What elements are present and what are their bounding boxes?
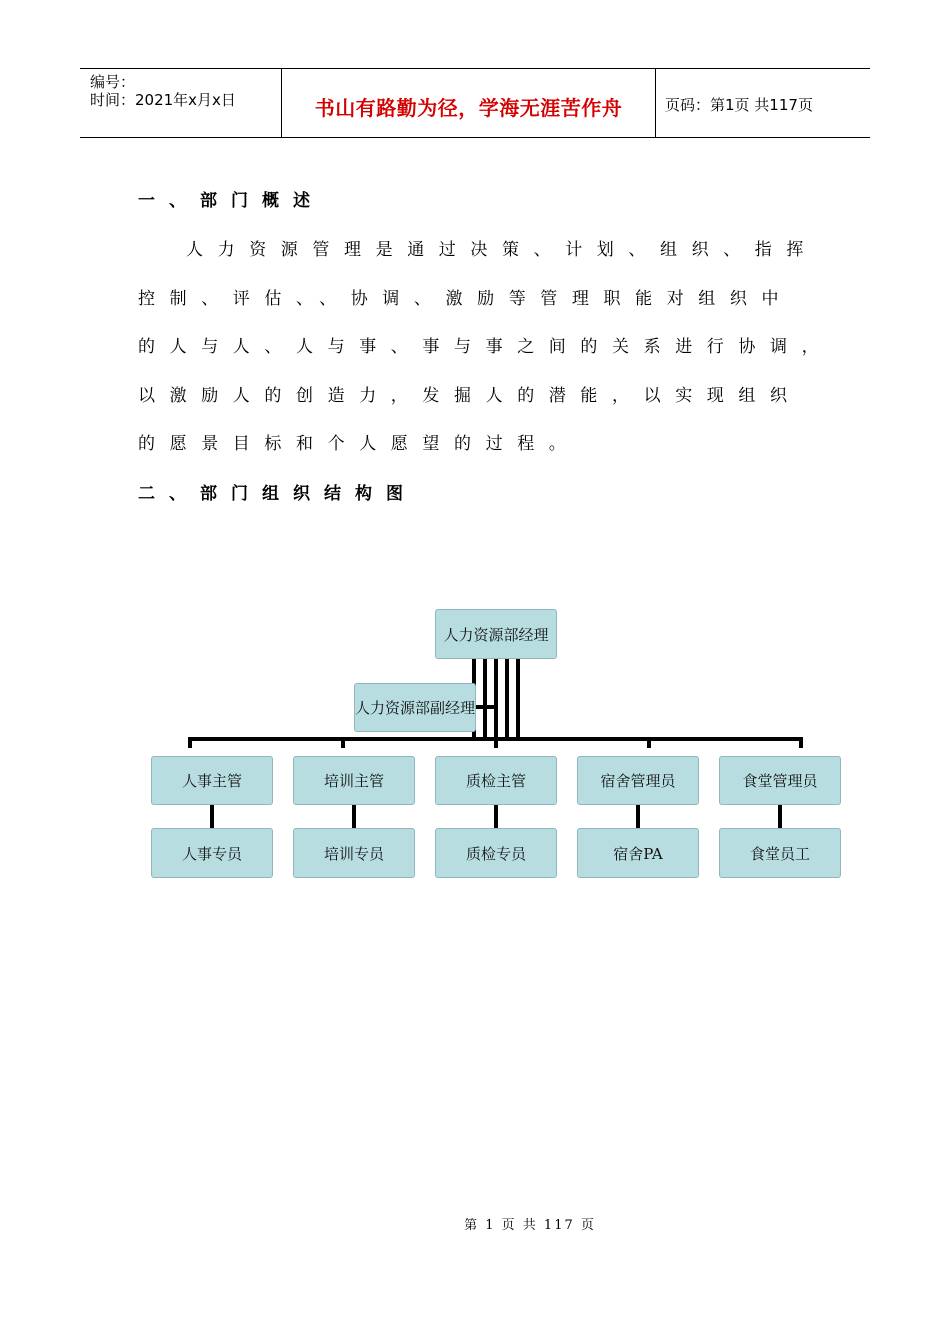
staff-connector xyxy=(494,805,498,828)
connector-line xyxy=(505,658,509,740)
org-node-supervisor: 质检主管 xyxy=(435,756,557,805)
org-node-supervisor: 培训主管 xyxy=(293,756,415,805)
org-node-top: 人力资源部经理 xyxy=(435,609,557,659)
staff-connector xyxy=(636,805,640,828)
drop-line xyxy=(494,737,498,748)
staff-connector xyxy=(778,805,782,828)
page-info: 页码：第1页 共117页 xyxy=(665,96,813,114)
drop-line xyxy=(799,737,803,748)
org-node-staff: 人事专员 xyxy=(151,828,273,878)
connector-line xyxy=(494,658,498,740)
org-node-deputy: 人力资源部副经理 xyxy=(354,683,476,732)
paragraph-line-3: 的人与人、人与事、事与事之间的关系进行协调， xyxy=(138,337,834,357)
footer-page-number: 第 1 页 共 117 页 xyxy=(464,1218,596,1233)
deputy-connector xyxy=(475,705,497,709)
paragraph-line-5: 的愿景目标和个人愿望的过程。 xyxy=(138,434,581,454)
org-node-staff: 宿舍PA xyxy=(577,828,699,878)
connector-line xyxy=(483,658,487,740)
drop-line xyxy=(647,737,651,748)
org-node-supervisor: 人事主管 xyxy=(151,756,273,805)
paragraph-line-4: 以激励人的创造力，发掘人的潜能，以实现组织 xyxy=(138,386,802,406)
org-node-staff: 食堂员工 xyxy=(719,828,841,878)
org-node-supervisor: 食堂管理员 xyxy=(719,756,841,805)
org-node-staff: 培训专员 xyxy=(293,828,415,878)
paragraph-line-1: 人力资源管理是通过决策、计划、组织、指挥 xyxy=(186,240,818,260)
motto: 书山有路勤为径，学海无涯苦作舟 xyxy=(314,96,623,120)
page-footer xyxy=(0,1214,950,1233)
staff-connector xyxy=(352,805,356,828)
paragraph-line-2: 控制、评估、、协调、激励等管理职能对组织中 xyxy=(138,289,794,309)
org-node-supervisor: 宿舍管理员 xyxy=(577,756,699,805)
section-2-title: 二、部门组织结构图 xyxy=(138,484,417,504)
drop-line xyxy=(188,737,192,748)
staff-connector xyxy=(210,805,214,828)
time-label: 时间：2021年x月x日 xyxy=(90,91,236,109)
number-label: 编号： xyxy=(90,73,136,91)
section-1-title: 一、部门概述 xyxy=(138,191,324,211)
org-node-staff: 质检专员 xyxy=(435,828,557,878)
drop-line xyxy=(341,737,345,748)
connector-line xyxy=(516,658,520,740)
